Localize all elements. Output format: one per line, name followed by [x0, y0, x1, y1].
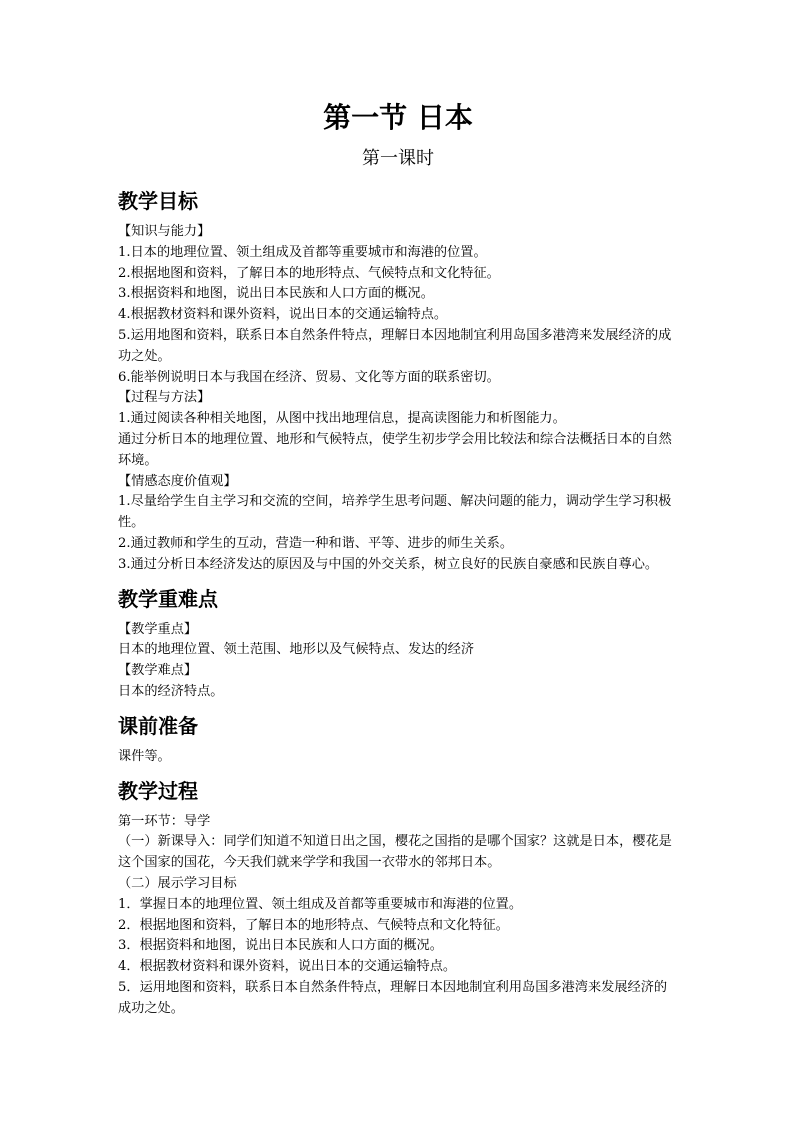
paragraph: 1.通过阅读各种相关地图，从图中找出地理信息，提高读图能力和析图能力。: [118, 411, 566, 427]
paragraph: 通过分析日本的地理位置、地形和气候特点，使学生初步学会用比较法和综合法概括日本的自然环境。: [118, 431, 672, 468]
paragraph: 2．根据地图和资料，了解日本的地形特点、气候特点和文化特征。: [118, 917, 509, 933]
paragraph: 2.通过教师和学生的互动，营造一种和谐、平等、进步的师生关系。: [118, 535, 514, 551]
section-prep: [118, 709, 678, 768]
paragraph: 课件等。: [118, 748, 171, 764]
paragraph: 日本的经济特点。: [118, 683, 224, 699]
paragraph: 【教学重点】: [118, 621, 198, 637]
paragraph: 5.运用地图和资料，联系日本自然条件特点，理解日本因地制宜利用岛国多港湾来发展经济的成功之处。: [118, 327, 672, 364]
paragraph: 2.根据地图和资料，了解日本的地形特点、气候特点和文化特征。: [118, 265, 500, 281]
paragraph: （二）展示学习目标: [118, 875, 237, 891]
paragraph: 3.通过分析日本经济发达的原因及与中国的外交关系，树立良好的民族自豪感和民族自尊心。: [118, 556, 659, 572]
page-title: 第一节 日本: [323, 101, 473, 134]
paragraph: 1．掌握日本的地理位置、领土组成及首都等重要城市和海港的位置。: [118, 896, 523, 912]
section-process: [118, 774, 678, 1020]
section-heading: 课前准备: [118, 713, 198, 738]
paragraph: 第一环节：导学: [118, 813, 211, 829]
paragraph: 【知识与能力】: [118, 224, 211, 239]
paragraph: 4．根据教材资料和课外资料，说出日本的交通运输特点。: [118, 959, 457, 975]
paragraph: 1.日本的地理位置、领土组成及首都等重要城市和海港的位置。: [118, 244, 487, 260]
paragraph: 【教学难点】: [118, 663, 198, 679]
section-goals: [118, 184, 678, 576]
page-subtitle: 第一课时: [362, 148, 434, 169]
paragraph: 3.根据资料和地图，说出日本民族和人口方面的概况。: [118, 286, 434, 302]
paragraph: 【情感态度价值观】: [118, 473, 237, 489]
paragraph: 4.根据教材资料和课外资料，说出日本的交通运输特点。: [118, 307, 448, 323]
document-page: [118, 96, 678, 1020]
paragraph: 6.能举例说明日本与我国在经济、贸易、文化等方面的联系密切。: [118, 369, 500, 385]
paragraph: 1.尽量给学生自主学习和交流的空间，培养学生思考问题、解决问题的能力，调动学生学习积极性。: [118, 494, 672, 531]
paragraph: 3．根据资料和地图，说出日本民族和人口方面的概况。: [118, 938, 443, 954]
paragraph: 日本的地理位置、领土范围、地形以及气候特点、发达的经济: [118, 642, 475, 658]
section-heading: 教学过程: [118, 778, 198, 803]
paragraph: 5．运用地图和资料，联系日本自然条件特点，理解日本因地制宜利用岛国多港湾来发展经济的成功之处。: [118, 979, 668, 1016]
section-keypoints: [118, 582, 678, 703]
paragraph: 【过程与方法】: [118, 390, 211, 406]
section-heading: 教学目标: [118, 189, 198, 213]
paragraph: （一）新课导入：同学们知道不知道日出之国，樱花之国指的是哪个国家？这就是日本，樱花是这个国家的国花，今天我们就来学学和我国一衣带水的邻邦日本。: [118, 834, 672, 871]
section-heading: 教学重难点: [118, 586, 218, 611]
